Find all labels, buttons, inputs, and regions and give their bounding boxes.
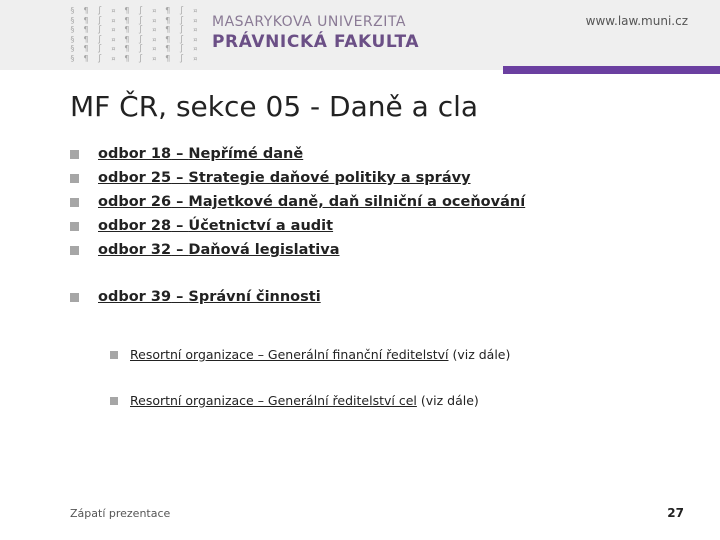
bullet-icon (110, 397, 118, 405)
footer-text: Zápatí prezentace (70, 507, 171, 520)
department-link[interactable]: odbor 25 – Strategie daňové politiky a správy (98, 170, 471, 186)
bullet-icon (70, 222, 79, 231)
bullet-icon (70, 150, 79, 159)
department-link[interactable]: odbor 18 – Nepřímé daně (98, 146, 304, 162)
department-link[interactable]: odbor 39 – Správní činnosti (98, 289, 321, 305)
department-link[interactable]: odbor 28 – Účetnictví a audit (98, 218, 334, 234)
list-item (110, 343, 710, 367)
header-band (0, 0, 720, 70)
list-item (70, 190, 690, 214)
see-below-note: (viz dále) (448, 347, 511, 362)
list-item (70, 238, 690, 262)
list-item (110, 389, 710, 413)
slide-title: MF ČR, sekce 05 - Daně a cla (70, 90, 479, 123)
university-logo-pattern: § ¶ ∫ ¤ ¶ ∫ ¤ ¶ ∫ ¤ § ¶ ∫ ¤ ¶ ∫ ¤ ¶ ∫ ¤ § ¶ ∫ ¤ ¶ ∫ ¤ ¶ ∫ ¤ § ¶ ∫ ¤ ¶ ∫ ¤ ¶ ∫ ¤ § ¶ ∫ ¤ ¶ ∫ ¤ ¶ ∫ ¤ § ¶ ∫ ¤ ¶ ∫ ¤ ¶ ∫ ¤ (70, 6, 200, 63)
faculty-name: PRÁVNICKÁ FAKULTA (212, 32, 420, 52)
department-link[interactable]: odbor 26 – Majetkové daně, daň silniční a oceňování (98, 194, 526, 210)
list-item (70, 214, 690, 238)
bullet-icon (110, 351, 118, 359)
department-list (70, 142, 690, 309)
bullet-icon (70, 246, 79, 255)
accent-bar (503, 66, 720, 74)
university-name: MASARYKOVA UNIVERZITA (212, 14, 406, 30)
list-item (70, 285, 690, 309)
organization-link[interactable]: Resortní organizace – Generální ředitelství cel (130, 393, 417, 408)
organization-list (110, 343, 710, 435)
see-below-note: (viz dále) (416, 393, 479, 408)
page-number: 27 (667, 506, 684, 520)
list-item (70, 166, 690, 190)
bullet-icon (70, 174, 79, 183)
site-url[interactable]: www.law.muni.cz (585, 14, 688, 28)
list-item (70, 142, 690, 166)
organization-link[interactable]: Resortní organizace – Generální finanční ředitelství (130, 347, 449, 362)
bullet-icon (70, 293, 79, 302)
department-link[interactable]: odbor 32 – Daňová legislativa (98, 242, 340, 258)
bullet-icon (70, 198, 79, 207)
